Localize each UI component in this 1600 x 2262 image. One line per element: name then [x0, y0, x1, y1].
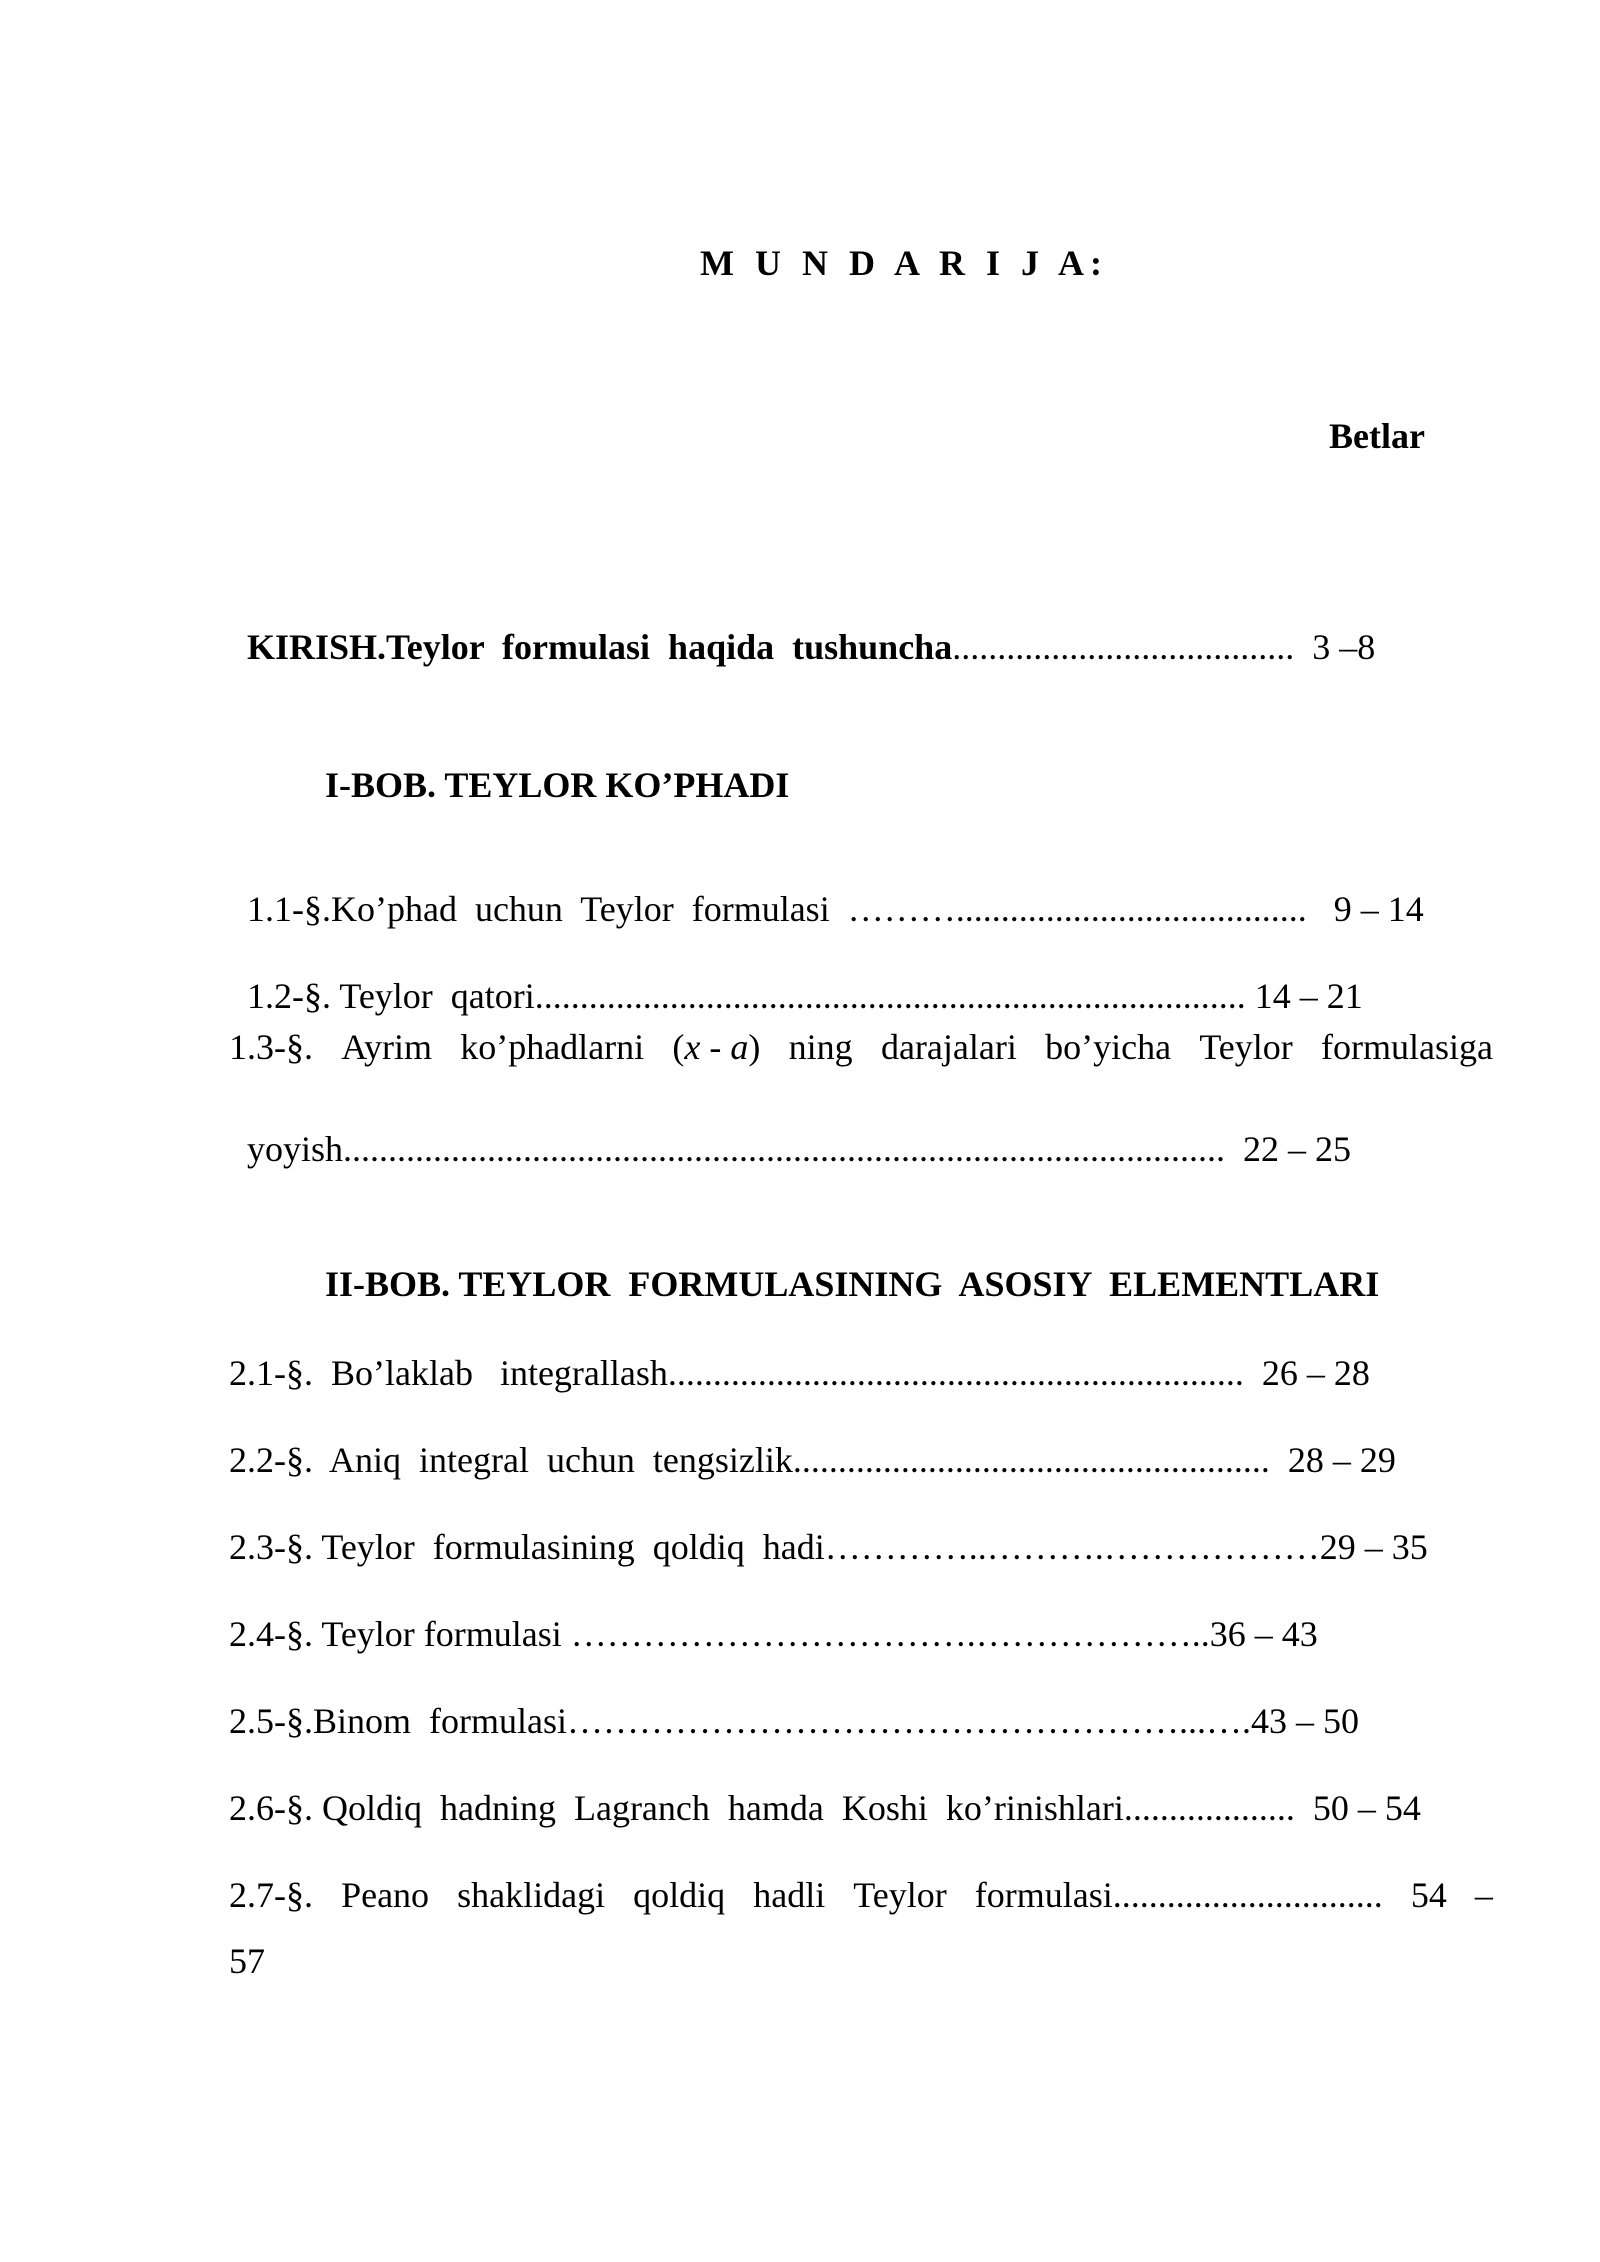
toc-entry-2-1: 2.1-§. Bo’laklab integrallash................................................................ 26 – 28	[229, 1353, 1370, 1393]
toc-entry-2-6: 2.6-§. Qoldiq hadning Lagranch hamda Koshi ko’rinishlari................... 50 – 54	[229, 1788, 1421, 1828]
toc-word: Teylor	[1199, 1027, 1293, 1067]
toc-word: –	[1474, 1875, 1493, 1915]
math-expression: (x - a)	[672, 1027, 761, 1067]
toc-word: Ayrim	[341, 1027, 432, 1067]
toc-entry-1-3-line2	[229, 1095, 1351, 1167]
toc-entry-text: yoyish..................................................................................................	[247, 1129, 1226, 1169]
toc-word: hadli	[753, 1875, 826, 1915]
toc-word: formulasi..............................	[974, 1875, 1383, 1915]
toc-word: ko’phadlarni	[460, 1027, 645, 1067]
toc-word: 1.3-§.	[229, 1027, 313, 1067]
toc-word: formulasiga	[1321, 1027, 1493, 1067]
chapter1-heading: I-BOB. TEYLOR KO’PHADI	[325, 765, 790, 805]
toc-entry-intro	[229, 593, 1375, 665]
toc-entry-2-3: 2.3-§. Teylor formulasining qoldiq hadi…………..……….………………29 – 35	[229, 1527, 1428, 1567]
toc-entry-pages: 22 – 25	[1243, 1129, 1352, 1169]
toc-entry-2-2: 2.2-§. Aniq integral uchun tengsizlik..................................................... 28 – 29	[229, 1440, 1396, 1480]
toc-word: qoldiq	[633, 1875, 726, 1915]
toc-word: 2.7-§.	[229, 1875, 313, 1915]
toc-entry-text: 1.1-§.Ko’phad uchun Teylor formulasi ……….......................................	[247, 889, 1307, 929]
intro-pages: 3 –8	[1312, 627, 1376, 667]
intro-title: KIRISH.Teylor formulasi haqida tushuncha	[247, 627, 953, 667]
pages-column-label: Betlar	[1329, 416, 1425, 456]
chapter2-heading: II-BOB. TEYLOR FORMULASINING ASOSIY ELEMENTLARI	[325, 1264, 1380, 1304]
toc-word: darajalari	[880, 1027, 1017, 1067]
toc-entry-1-2	[229, 942, 1363, 1014]
toc-word: shaklidagi	[457, 1875, 606, 1915]
toc-entry-2-4: 2.4-§. Teylor formulasi …………………………….………………..36 – 43	[229, 1614, 1318, 1654]
toc-entry-1-1	[229, 855, 1424, 927]
toc-entry-pages: 14 – 21	[1254, 976, 1363, 1016]
toc-word: ning	[788, 1027, 853, 1067]
toc-entry-2-7-line1	[229, 1877, 1493, 1913]
toc-title: M U N D A R I J A:	[700, 243, 1109, 283]
toc-word: 54	[1410, 1875, 1447, 1915]
toc-word: Peano	[341, 1875, 430, 1915]
intro-dots: ......................................	[952, 627, 1295, 667]
toc-entry-pages: 9 – 14	[1333, 889, 1424, 929]
toc-entry-2-7-line2: 57	[229, 1941, 265, 1981]
toc-word: Teylor	[853, 1875, 947, 1915]
toc-entry-2-5: 2.5-§.Binom formulasi……………………………………………...….43 – 50	[229, 1701, 1359, 1741]
toc-entry-text: 1.2-§. Teylor qatori...............................................................................	[247, 976, 1246, 1016]
toc-entry-1-3-line1	[229, 1029, 1493, 1065]
toc-word: bo’yicha	[1045, 1027, 1172, 1067]
